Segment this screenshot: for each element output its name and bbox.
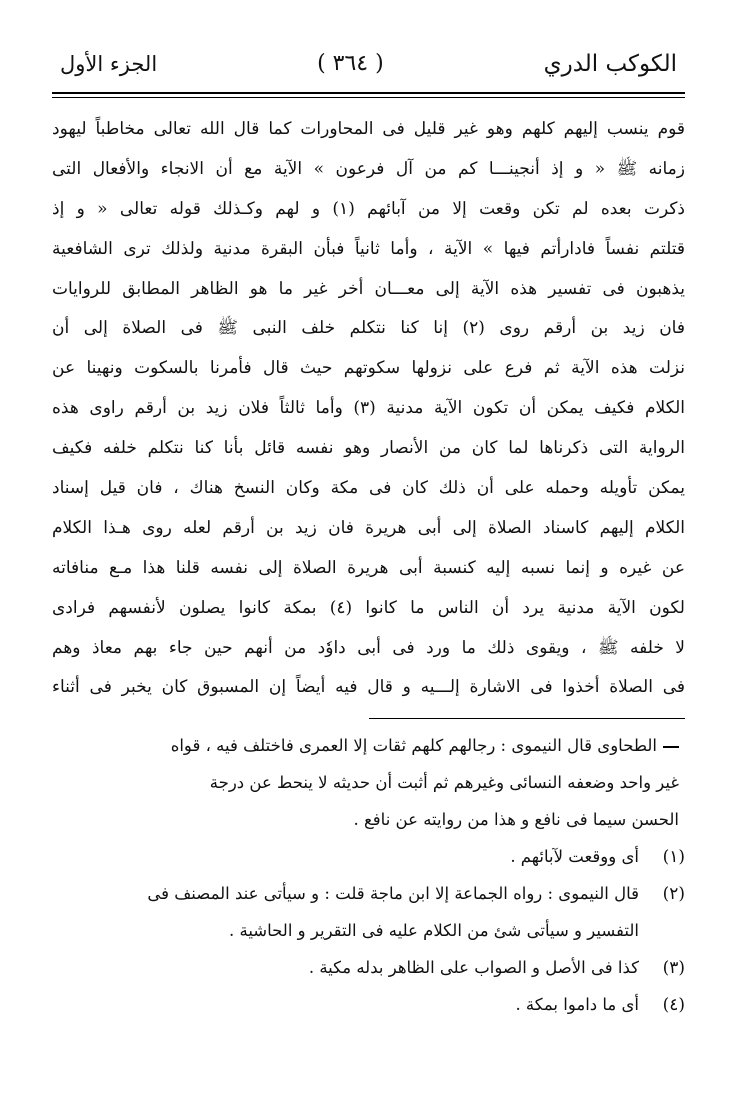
- footnote-text: أى ووقعت لآبائهم .: [510, 847, 639, 867]
- text-line: نزلت هذه الآية ثم فرع على نزولها سكوتهم حيث قال فأمرنا بالسكوت ونهينا عن: [52, 358, 685, 379]
- footnote-text: كذا فى الأصل و الصواب على الظاهر بدله مكية .: [308, 958, 639, 978]
- footnote-number: (٤): [662, 995, 685, 1016]
- text-line: لا خلفه ﷺ ، ويقوى ذلك ما ورد فى أبى داوٗد من أنهم حين جاء بهم معاذ وهم: [52, 637, 685, 658]
- footnote-4: [52, 986, 685, 1023]
- footnote-text: أى ما داموا بمكة .: [515, 995, 639, 1015]
- footnote-1: [52, 838, 685, 875]
- footnote-2: [52, 875, 685, 912]
- footnote-separator: [369, 718, 686, 719]
- text-line: يمكن تأويله وحمله على أن ذلك كان فى مكة وكان النسخ هناك ، فان قيل إسناد: [52, 478, 685, 499]
- footnote-3: [52, 949, 685, 986]
- footnote-text: التفسير و سيأتى شئ من الكلام عليه فى التقرير و الحاشية .: [228, 921, 639, 941]
- footnote-line: غير واحد وضعفه النسائى وغيرهم ثم أثبت أن حديثه لا ينحط عن درجة: [209, 773, 679, 793]
- text-line: يذهبون فى تفسير هذه الآية إلى معـــان أخر غير ما هو الظاهر المطابق للروايات: [52, 278, 685, 299]
- text-line: زمانه ﷺ « و إذ أنجينـــا كم من آل فرعون » الآية مع أن الانجاء والأفعال التى: [52, 158, 685, 179]
- text-line: ذكرت بعده لم تكن وقعت إلا من آبائهم (١) و لهم وكـذلك قوله تعالى « و إذ: [52, 198, 685, 219]
- footnote-number: (١): [662, 847, 685, 868]
- text-line: قوم ينسب إليهم كلهم وهو غير قليل فى المحاورات كما قال الله تعالى مخاطباً ليهود: [52, 119, 685, 139]
- text-line: عن غيره و إنما نسبه إليه كنسبة أبى هريرة الصلاة إلى نفسه قلنا هذا مـع منافاته: [52, 557, 685, 578]
- footnote-line: الطحاوى قال النيموى : رجالهم كلهم ثقات إلا العمرى فاختلف فيه ، قواه: [170, 736, 657, 756]
- footnote-number: (٣): [662, 958, 685, 979]
- text-line: الرواية التى ذكرناها لما كان من الأنصار وهو نفسه قائل بأنا كنا نتكلم خلفه فكيف: [52, 438, 685, 459]
- main-text: [52, 110, 685, 708]
- book-title: الكوكب الدري: [543, 51, 677, 77]
- footnote-number: (٢): [662, 884, 685, 905]
- text-line: فى الصلاة أخذوا فى الاشارة إلـــيه و قال فيه أيضاً إن المسبوق كان يخبر فى أثناء: [52, 677, 685, 698]
- footnote-line: الحسن سيما فى نافع و هذا من روايته عن نافع .: [353, 810, 679, 830]
- text-line: قتلتم نفساً فادارأتم فيها » الآية ، وأما ثانياً فبأن البقرة مدنية ولذلك ترى الشافعية: [52, 238, 685, 259]
- footnotes: [52, 727, 685, 1023]
- volume-label: الجزء الأول: [60, 52, 158, 76]
- continuation-dash: [663, 746, 679, 748]
- footnote-text: قال النيموى : رواه الجماعة إلا ابن ماجة قلت : و سيأتى عند المصنف فى: [147, 884, 639, 904]
- header-rule: [52, 92, 685, 98]
- text-line: فان زيد بن أرقم روى (٢) إنا كنا نتكلم خلف النبى ﷺ فى الصلاة إلى أن: [52, 318, 685, 339]
- page-header: [52, 42, 685, 86]
- page-number: ( ٣٦٤ ): [317, 51, 384, 76]
- text-line: الكلام فكيف يمكن أن تكون الآية مدنية (٣) وأما ثالثاً فلان زيد بن أرقم راوى هذه: [52, 398, 685, 419]
- text-line: لكون الآية مدنية يرد أن الناس ما كانوا (٤) بمكة كانوا يصلون لأنفسهم فرادى: [52, 597, 685, 618]
- text-line: الكلام إليهم كاسناد الصلاة إلى أبى هريرة فان زيد بن أرقم لعله روى هـذا الكلام: [52, 517, 685, 538]
- footnote-continuation: [52, 727, 685, 838]
